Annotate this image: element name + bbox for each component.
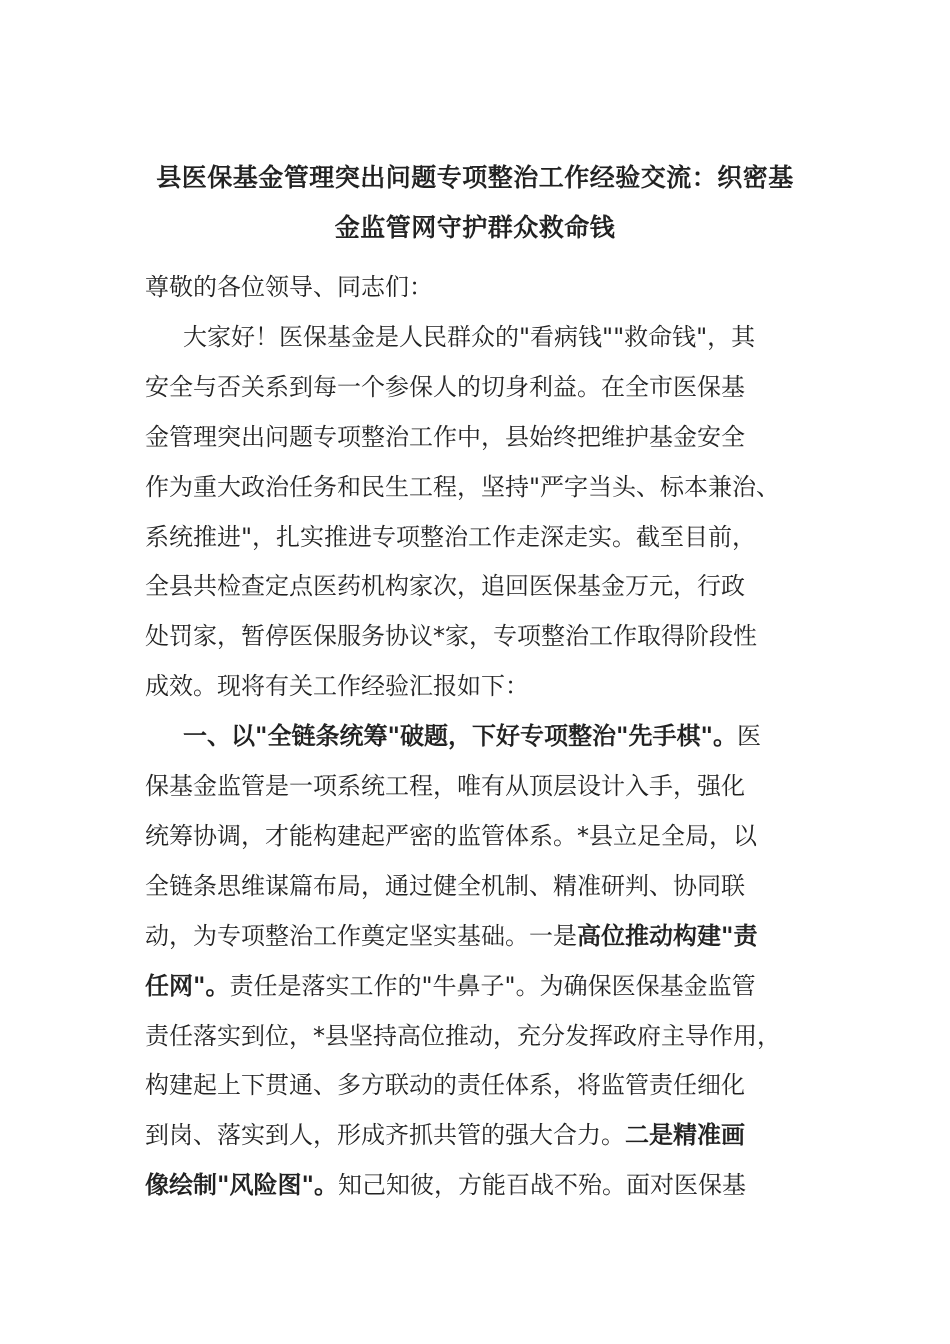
- paragraph-line: [145, 971, 756, 1001]
- paragraph-line: 处罚家，暂停医保服务协议*家，专项整治工作取得阶段性: [145, 622, 757, 650]
- paragraph-text: 知己知彼，方能百战不殆。面对医保基: [338, 1171, 747, 1199]
- subheading-text: 二是精准画: [625, 1121, 745, 1149]
- paragraph-text: 责任是落实工作的"牛鼻子"。为确保医保基金监管: [229, 972, 756, 1000]
- subheading-text: 高位推动构建"责: [577, 922, 758, 950]
- paragraph-text: 到岗、落实到人，形成齐抓共管的强大合力。: [145, 1121, 625, 1149]
- paragraph-line: 成效。现将有关工作经验汇报如下：: [145, 672, 529, 700]
- paragraph-line: 安全与否关系到每一个参保人的切身利益。在全市医保基: [145, 373, 745, 401]
- paragraph-line: 统筹协调，才能构建起严密的监管体系。*县立足全局，以: [145, 822, 757, 850]
- section-heading: 一、以"全链条统筹"破题，下好专项整治"先手棋"。: [183, 722, 738, 750]
- paragraph-line: 责任落实到位，*县坚持高位推动，充分发挥政府主导作用，: [145, 1022, 781, 1050]
- paragraph-line: [145, 1170, 746, 1200]
- subheading-text: 任网"。: [145, 972, 230, 1000]
- section-heading-line: [183, 721, 761, 751]
- paragraph-line: 金管理突出问题专项整治工作中，县始终把维护基金安全: [145, 423, 745, 451]
- paragraph-line: 全县共检查定点医药机构家次，追回医保基金万元，行政: [145, 572, 745, 600]
- paragraph-line: 大家好！医保基金是人民群众的"看病钱""救命钱"，其: [183, 323, 756, 351]
- document-title-line-1: 县医保基金管理突出问题专项整治工作经验交流：织密基: [156, 163, 794, 192]
- salutation: 尊敬的各位领导、同志们：: [145, 273, 433, 301]
- paragraph-line: 作为重大政治任务和民生工程，坚持"严字当头、标本兼治、: [145, 473, 781, 501]
- paragraph-line: 全链条思维谋篇布局，通过健全机制、精准研判、协同联: [145, 872, 745, 900]
- paragraph-line: 构建起上下贯通、多方联动的责任体系，将监管责任细化: [145, 1071, 745, 1099]
- subheading-text: 像绘制"风险图"。: [145, 1171, 339, 1199]
- paragraph-line: [145, 921, 758, 951]
- paragraph-line: [145, 1120, 745, 1150]
- paragraph-text: 医: [737, 722, 762, 750]
- paragraph-line: 保基金监管是一项系统工程，唯有从顶层设计入手，强化: [145, 772, 745, 800]
- paragraph-line: 系统推进"，扎实推进专项整治工作走深走实。截至目前，: [145, 523, 757, 551]
- document-title-line-2: 金监管网守护群众救命钱: [334, 213, 616, 242]
- paragraph-text: 动，为专项整治工作奠定坚实基础。一是: [145, 922, 577, 950]
